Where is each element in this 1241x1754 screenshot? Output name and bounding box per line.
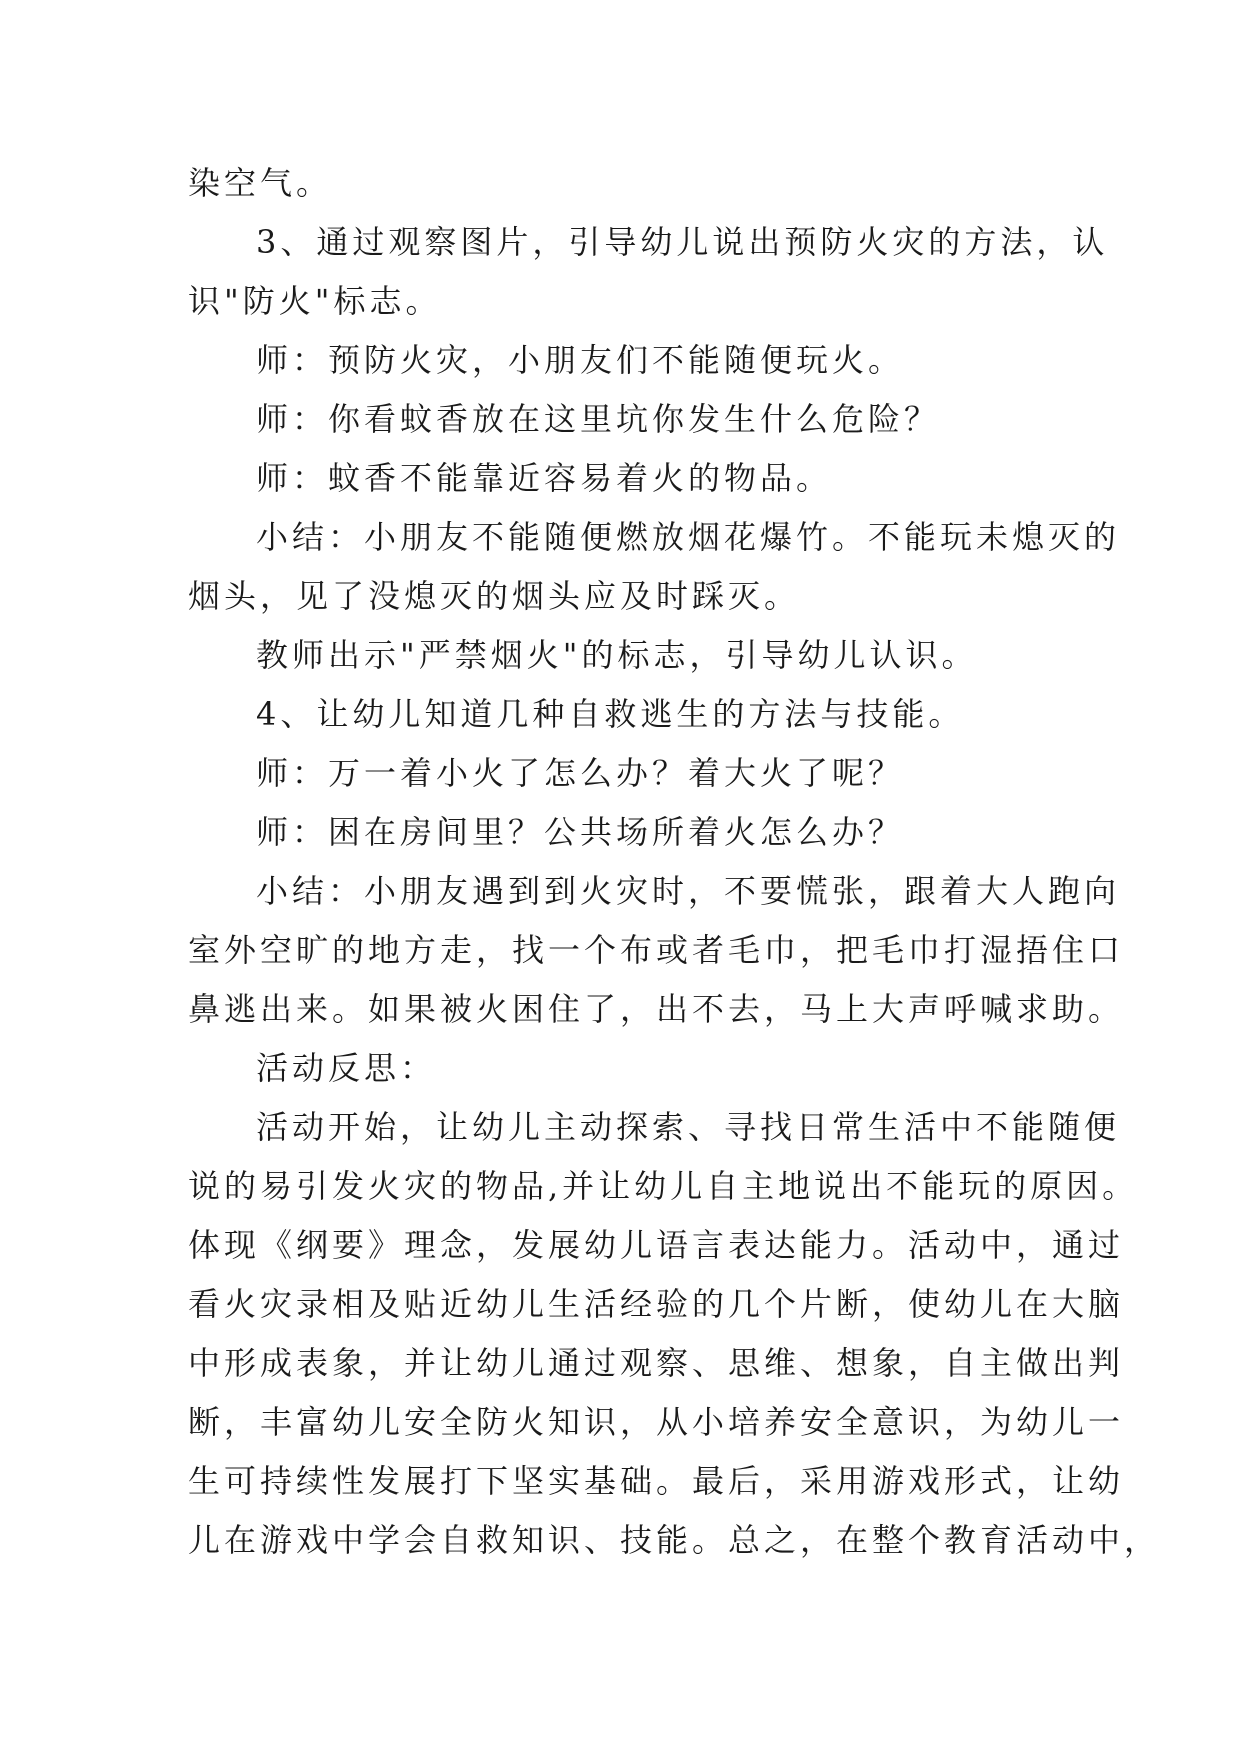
text-line-15: 鼻逃出来。如果被火困住了，出不去，马上大声呼喊求助。 bbox=[188, 990, 1125, 1028]
text-line-17: 活动开始，让幼儿主动探索、寻找日常生活中不能随便 bbox=[256, 1108, 1121, 1146]
text-line-2: 3、通过观察图片，引导幼儿说出预防火灾的方法，认 bbox=[256, 223, 1109, 261]
text-line-1: 染空气。 bbox=[188, 164, 333, 202]
text-line-7: 小结：小朋友不能随便燃放烟花爆竹。不能玩未熄灭的 bbox=[256, 518, 1121, 556]
document-body bbox=[188, 154, 1161, 1570]
text-line-11: 师：万一着小火了怎么办？着大火了呢？ bbox=[256, 754, 905, 792]
text-line-8: 烟头，见了没熄灭的烟头应及时踩灭。 bbox=[188, 577, 801, 615]
text-line-5: 师：你看蚊香放在这里坑你发生什么危险？ bbox=[256, 400, 941, 438]
text-line-6: 师：蚊香不能靠近容易着火的物品。 bbox=[256, 459, 833, 497]
text-line-24: 儿在游戏中学会自救知识、技能。总之，在整个教育活动中， bbox=[188, 1521, 1161, 1559]
text-line-22: 断，丰富幼儿安全防火知识，从小培养安全意识，为幼儿一 bbox=[188, 1403, 1125, 1441]
text-line-4: 师：预防火灾，小朋友们不能随便玩火。 bbox=[256, 341, 905, 379]
text-line-21: 中形成表象，并让幼儿通过观察、思维、想象，自主做出判 bbox=[188, 1344, 1125, 1382]
text-line-12: 师：困在房间里？公共场所着火怎么办？ bbox=[256, 813, 905, 851]
text-line-19: 体现《纲要》理念，发展幼儿语言表达能力。活动中，通过 bbox=[188, 1226, 1125, 1264]
text-line-3: 识"防火"标志。 bbox=[188, 282, 442, 320]
text-line-20: 看火灾录相及贴近幼儿生活经验的几个片断，使幼儿在大脑 bbox=[188, 1285, 1125, 1323]
text-line-14: 室外空旷的地方走，找一个布或者毛巾，把毛巾打湿捂住口 bbox=[188, 931, 1125, 969]
text-line-16: 活动反思： bbox=[256, 1049, 437, 1087]
text-line-9: 教师出示"严禁烟火"的标志，引导幼儿认识。 bbox=[256, 636, 978, 674]
text-line-18: 说的易引发火灾的物品,并让幼儿自主地说出不能玩的原因。 bbox=[188, 1167, 1139, 1205]
text-line-23: 生可持续性发展打下坚实基础。最后，采用游戏形式，让幼 bbox=[188, 1462, 1125, 1500]
text-line-10: 4、让幼儿知道几种自救逃生的方法与技能。 bbox=[256, 695, 965, 733]
text-line-13: 小结：小朋友遇到到火灾时，不要慌张，跟着大人跑向 bbox=[256, 872, 1121, 910]
